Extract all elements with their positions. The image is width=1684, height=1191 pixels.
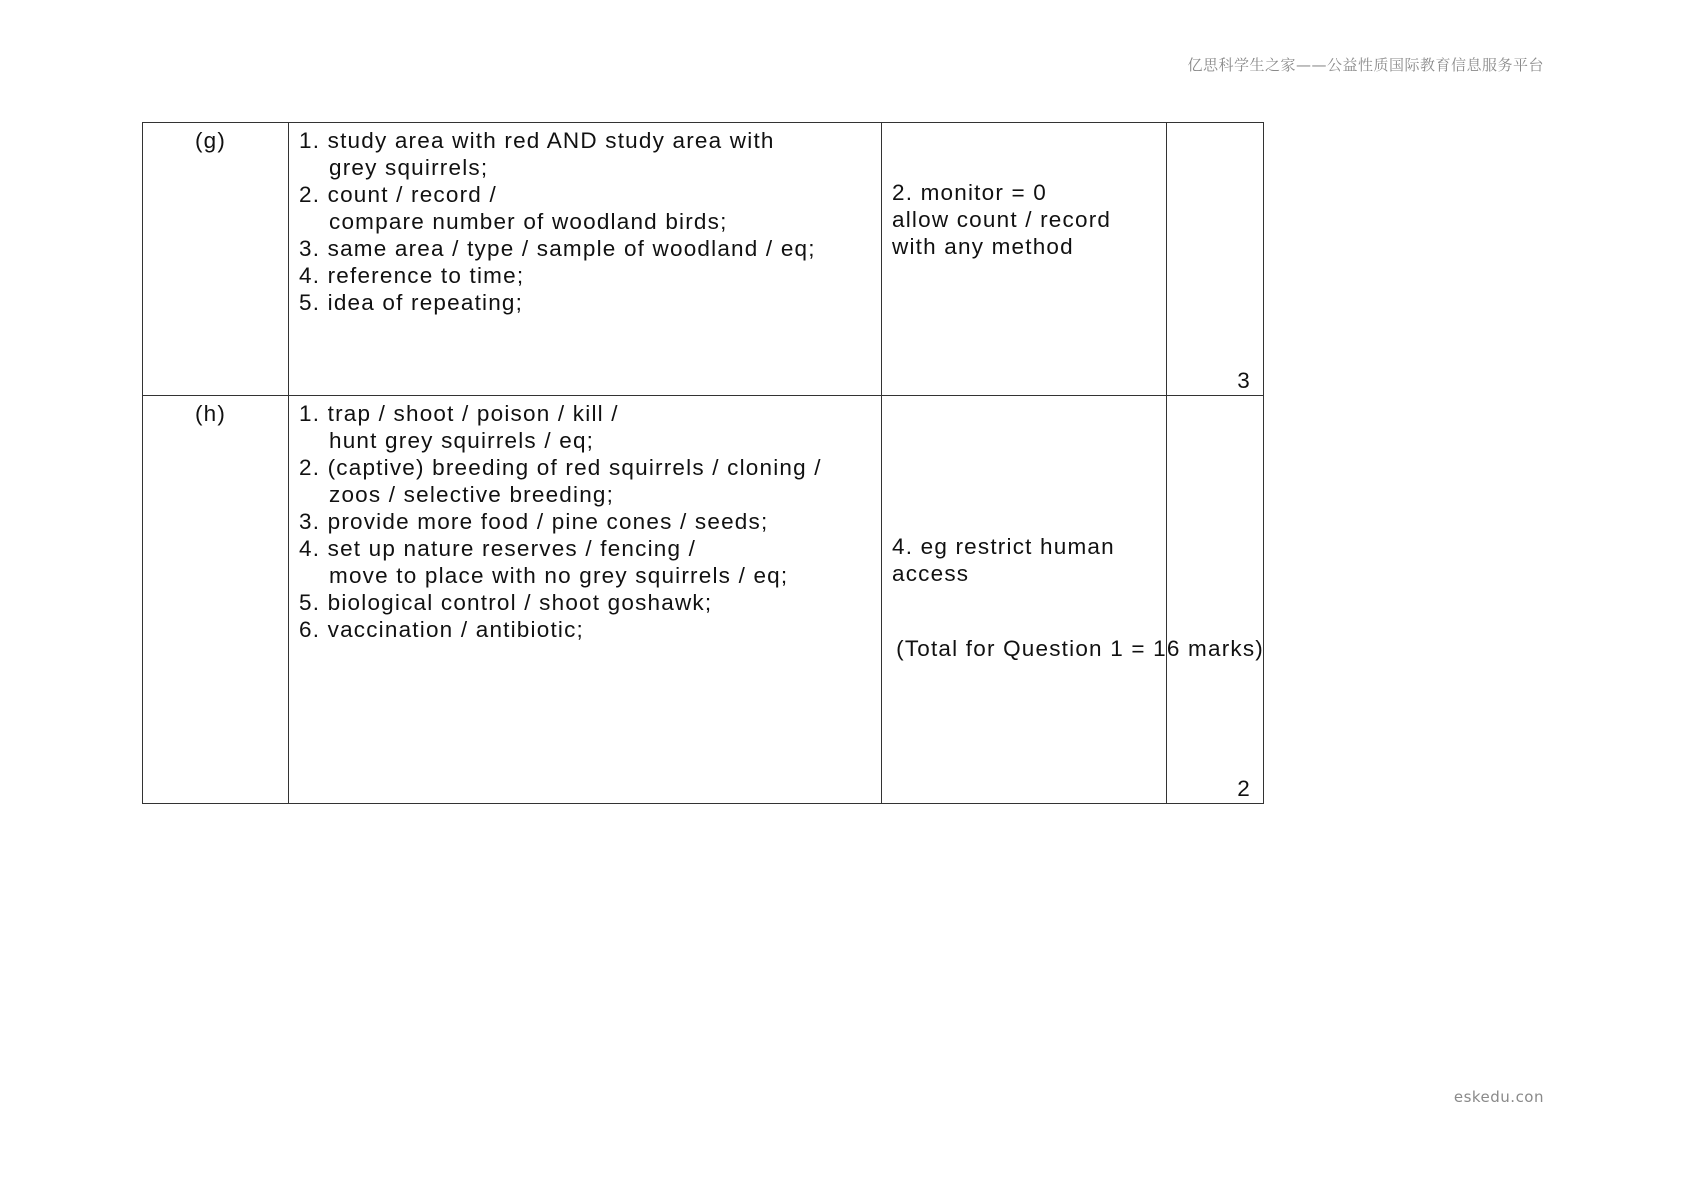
answer-cell [289, 396, 882, 804]
footer-site-url: eskedu.con [1453, 1088, 1544, 1106]
answer-line: 6. vaccination / antibiotic; [299, 617, 584, 642]
mark-scheme-table [142, 122, 1264, 804]
answer-line: compare number of woodland birds; [329, 209, 728, 234]
answer-line: 1. trap / shoot / poison / kill / [299, 401, 619, 426]
notes-line: with any method [892, 234, 1074, 259]
answer-cell [289, 123, 882, 396]
answer-line: 5. biological control / shoot goshawk; [299, 590, 713, 615]
answer-line: 4. reference to time; [299, 263, 525, 288]
answer-line: 3. provide more food / pine cones / seeds; [299, 509, 769, 534]
marks-value: 3 [1237, 368, 1251, 393]
answer-line: move to place with no grey squirrels / eq; [329, 563, 789, 588]
notes-line: access [892, 561, 970, 586]
marks-cell [1167, 396, 1264, 804]
answer-line: hunt grey squirrels / eq; [329, 428, 595, 453]
mark-scheme-body [143, 123, 1264, 804]
notes-cell [882, 396, 1167, 804]
marks-cell [1167, 123, 1264, 396]
notes-line: 4. eg restrict human [892, 534, 1115, 559]
marks-value: 2 [1237, 776, 1251, 801]
answer-line: 2. (captive) breeding of red squirrels / cloning / [299, 455, 822, 480]
answer-line: 4. set up nature reserves / fencing / [299, 536, 697, 561]
question-total: (Total for Question 1 = 16 marks) [896, 636, 1264, 661]
answer-line: 1. study area with red AND study area with [299, 128, 775, 153]
notes-cell [882, 123, 1167, 396]
table-row [143, 396, 1264, 804]
answer-line: 5. idea of repeating; [299, 290, 524, 315]
notes-line: allow count / record [892, 207, 1112, 232]
header-site-name: 亿思科学生之家——公益性质国际教育信息服务平台 [1187, 56, 1544, 74]
question-label: (h) [143, 396, 289, 804]
table-row [143, 123, 1264, 396]
answer-line: 3. same area / type / sample of woodland / eq; [299, 236, 816, 261]
answer-line: grey squirrels; [329, 155, 489, 180]
notes-line: 2. monitor = 0 [892, 180, 1047, 205]
answer-line: 2. count / record / [299, 182, 497, 207]
question-label: (g) [143, 123, 289, 396]
answer-line: zoos / selective breeding; [329, 482, 615, 507]
